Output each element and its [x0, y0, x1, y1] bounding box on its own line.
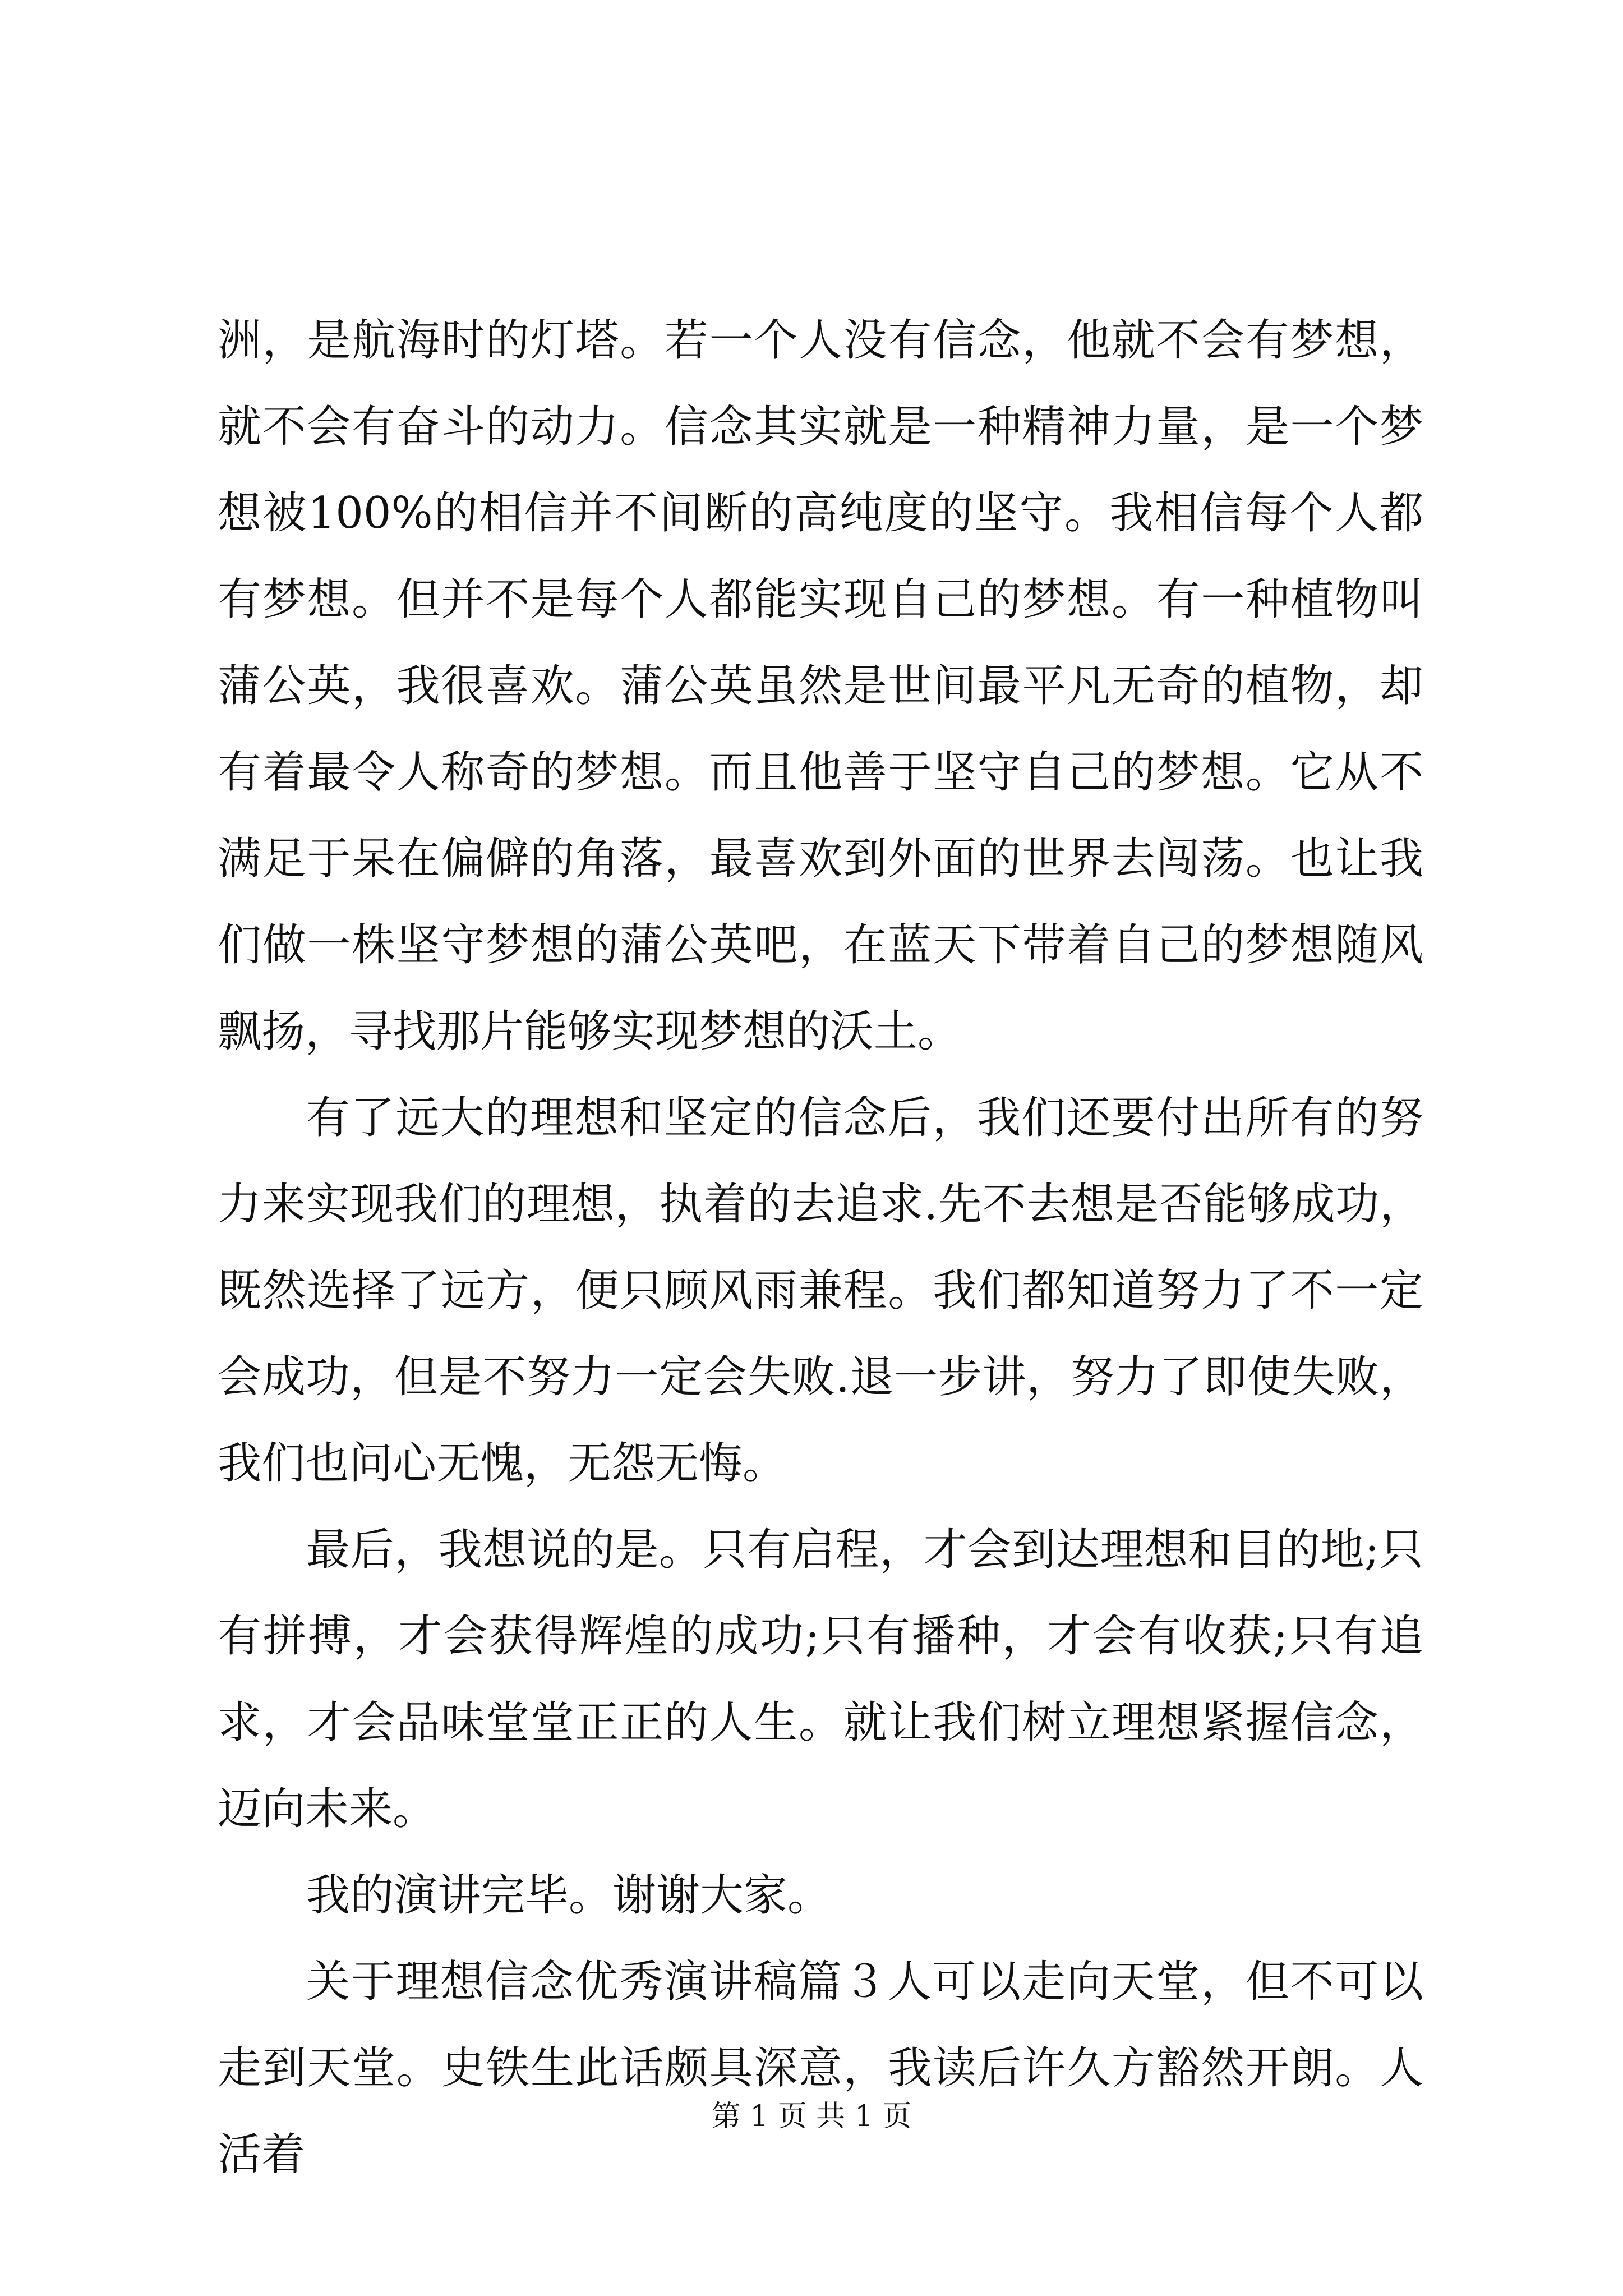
document-body	[218, 297, 1423, 2198]
paragraph-4: 我的演讲完毕。谢谢大家。	[306, 1870, 832, 1921]
page-footer: 第 1 页 共 1 页	[711, 2100, 912, 2133]
paragraph-1: 洲，是航海时的灯塔。若一个人没有信念，他就不会有梦想，就不会有奋斗的动力。信念其实就是一种精神力量，是一个梦想被100%的相信并不间断的高纯度的坚守。我相信每个人都有梦想。但并不是每个人都能实现自己的梦想。有一种植物叫蒲公英，我很喜欢。蒲公英虽然是世间最平凡无奇的植物，却有着最令人称奇的梦想。而且他善于坚守自己的梦想。它从不满足于呆在偏僻的角落，最喜欢到外面的世界去闯荡。也让我们做一株坚守梦想的蒲公英吧，在蓝天下带着自己的梦想随风飘扬，寻找那片能够实现梦想的沃土。	[218, 315, 1423, 1057]
paragraph-3: 最后，我想说的是。只有启程，才会到达理想和目的地;只有拼搏，才会获得辉煌的成功;只有播种，才会有收获;只有追求，才会品味堂堂正正的人生。就让我们树立理想紧握信念，迈向未来。	[218, 1525, 1423, 1834]
paragraph-2: 有了远大的理想和坚定的信念后，我们还要付出所有的努力来实现我们的理想，执着的去追求.先不去想是否能够成功，既然选择了远方，便只顾风雨兼程。我们都知道努力了不一定会成功，但是不努力一定会失败.退一步讲，努力了即使失败，我们也问心无愧，无怨无悔。	[218, 1093, 1423, 1489]
paragraph-5: 关于理想信念优秀演讲稿篇３人可以走向天堂，但不可以走到天堂。史铁生此话颇具深意，我读后许久方豁然开朗。人活着	[218, 1957, 1423, 2180]
